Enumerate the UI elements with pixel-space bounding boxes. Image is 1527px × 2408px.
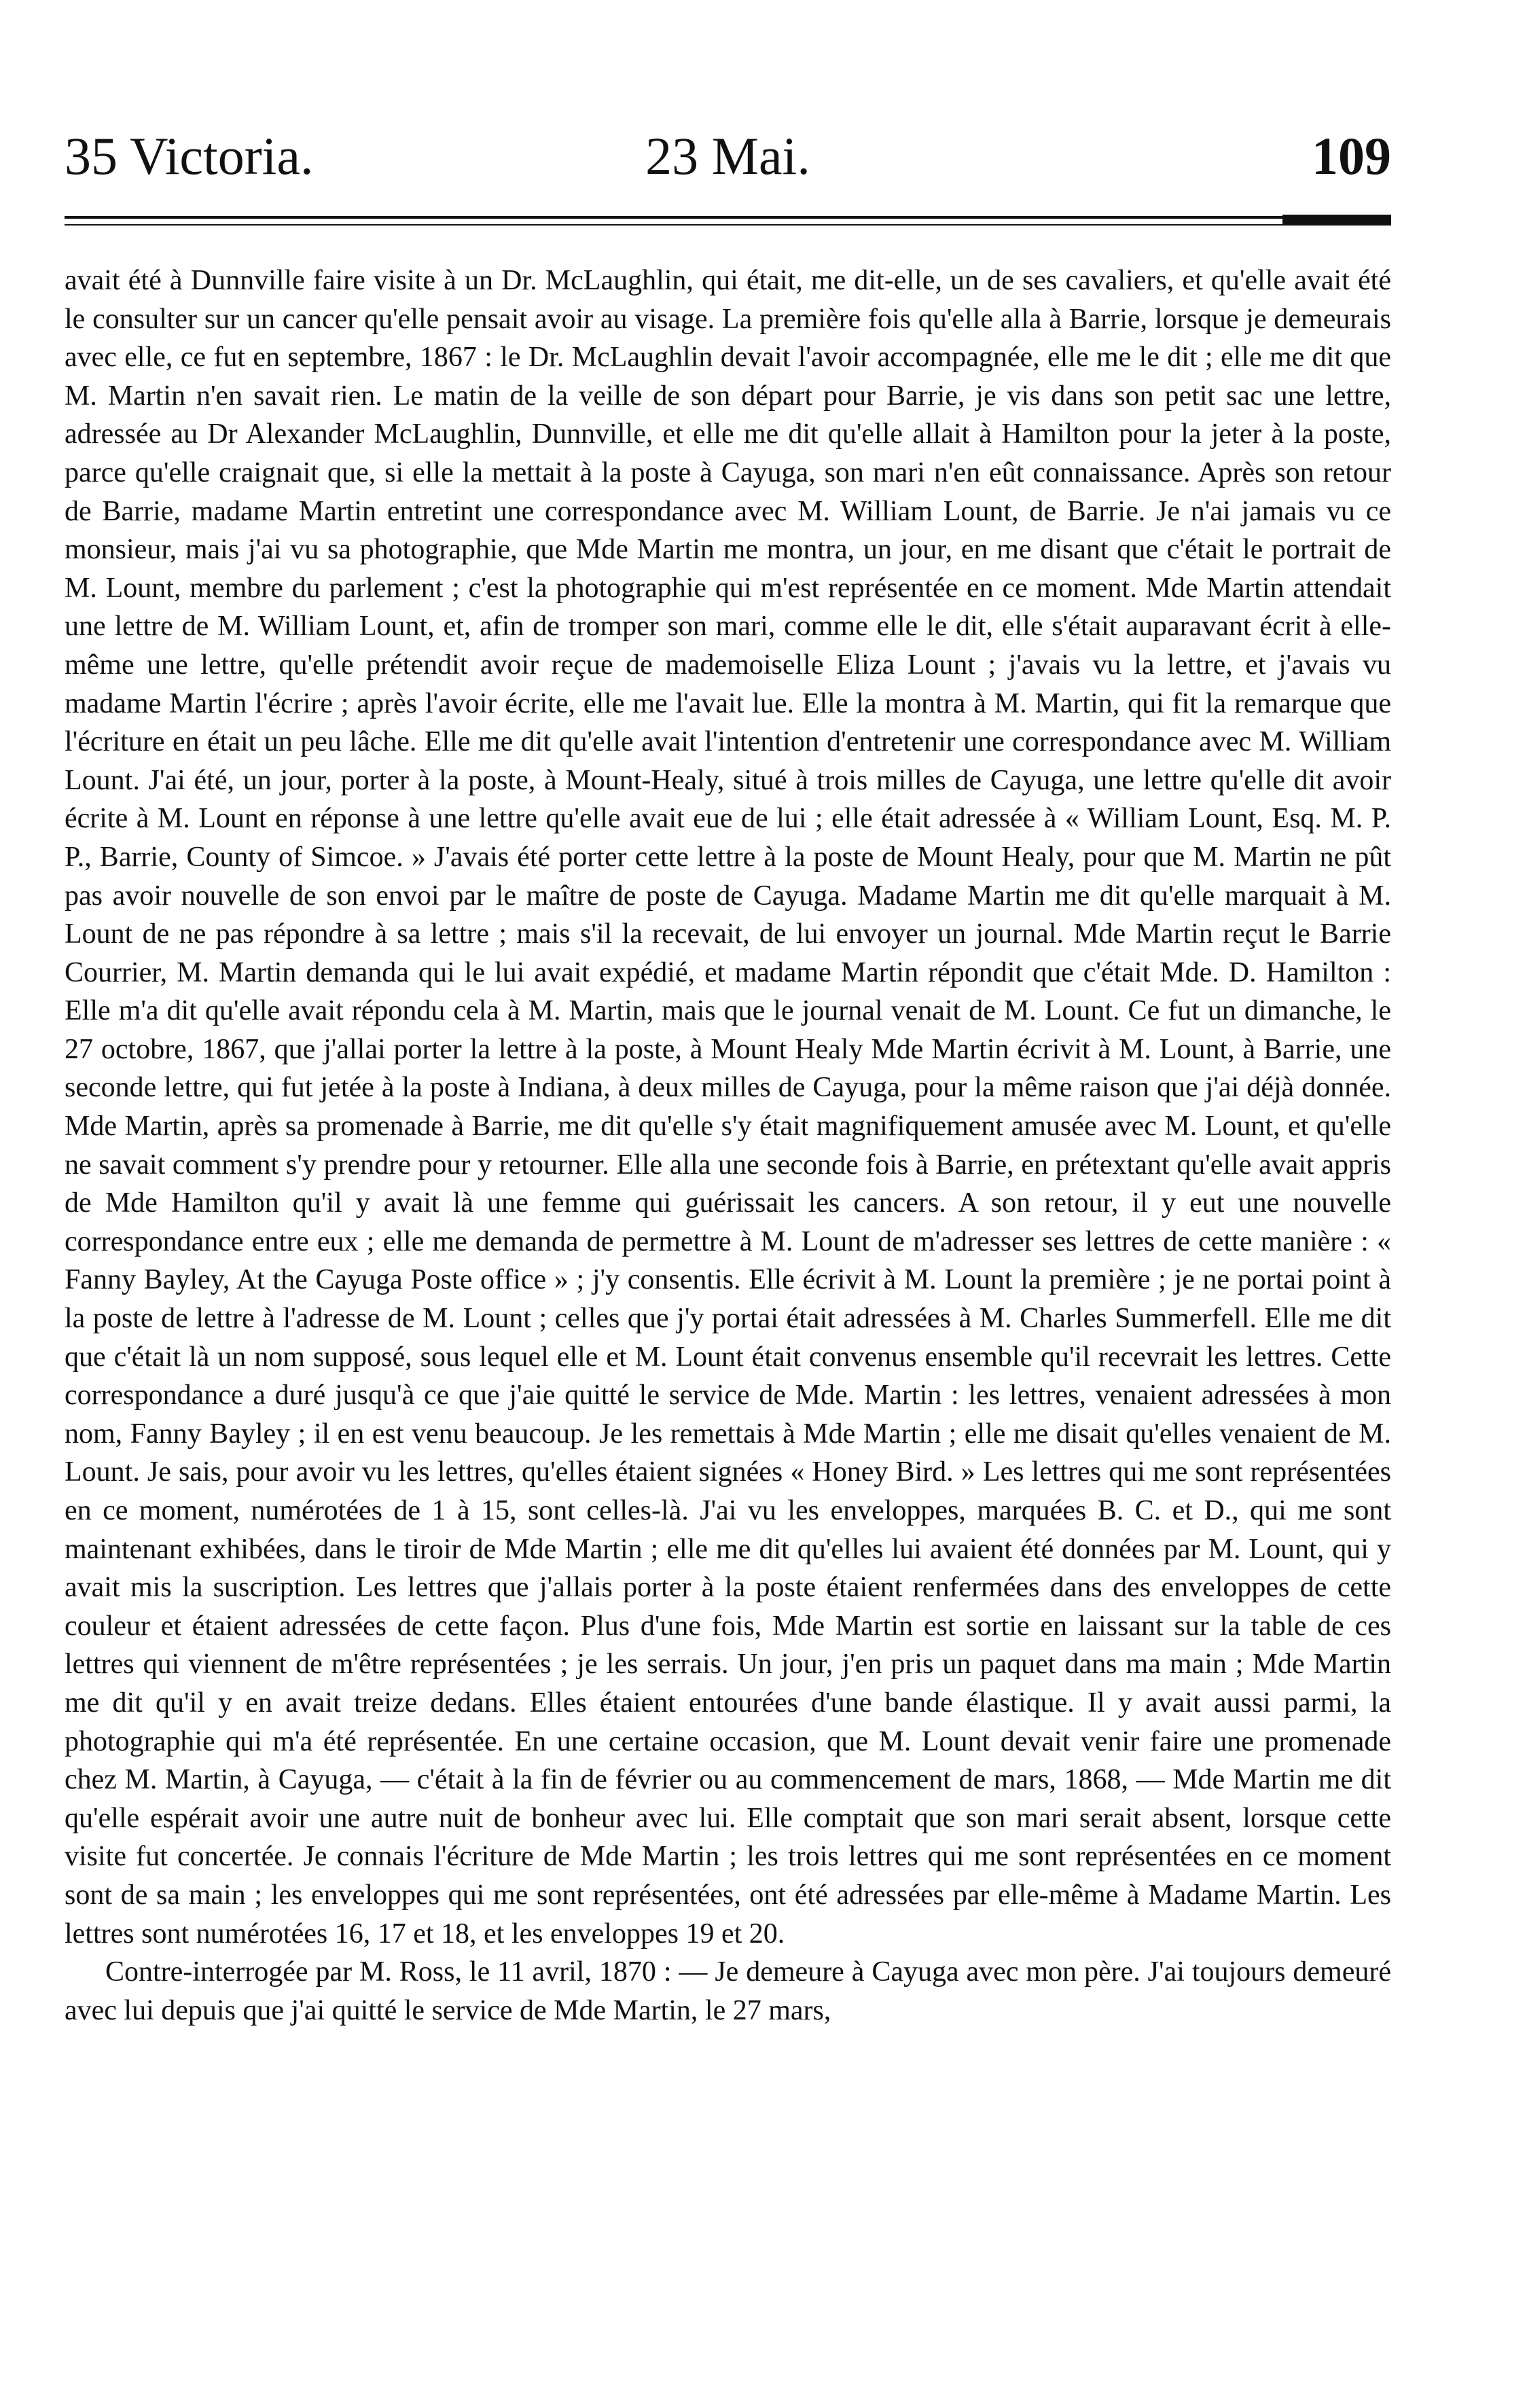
header-rule-thin — [65, 224, 1391, 226]
header-rule — [65, 216, 1391, 219]
paragraph-testimony: avait été à Dunnville faire visite à un Dr. McLaughlin, qui était, me dit-elle, un de ses cavaliers, et qu'elle avait été le consulter sur un cancer qu'elle pensait avoir au visage. La première fois qu'elle alla à Barrie, lorsque je demeurais avec elle, ce fut en septembre, 1867 : le Dr. McLaughlin devait l'avoir accompagnée, elle me le dit ; elle me dit que M. Martin n'en savait rien. Le matin de la veille de son départ pour Barrie, je vis dans son petit sac une lettre, adressée au Dr Alexander McLaughlin, Dunnville, et elle me dit qu'elle allait à Hamilton pour la jeter à la poste, parce qu'elle craignait que, si elle la mettait à la poste à Cayuga, son mari n'en eût connaissance. Après son retour de Barrie, madame Martin entretint une correspondance avec M. William Lount, de Barrie. Je n'ai jamais vu ce monsieur, mais j'ai vu sa photographie, que Mde Martin me montra, un jour, en me disant que c'était le portrait de M. Lount, membre du parlement ; c'est la photographie qui m'est représentée en ce moment. Mde Martin attendait une lettre de M. William Lount, et, afin de tromper son mari, comme elle le dit, elle s'était auparavant écrit à elle-même une lettre, qu'elle prétendit avoir reçue de mademoiselle Eliza Lount ; j'avais vu la lettre, et j'avais vu madame Martin l'écrire ; après l'avoir écrite, elle me l'avait lue. Elle la montra à M. Martin, qui fit la remarque que l'écriture en était un peu lâche. Elle me dit qu'elle avait l'intention d'entretenir une correspondance avec M. William Lount. J'ai été, un jour, porter à la poste, à Mount-Healy, situé à trois milles de Cayuga, une lettre qu'elle dit avoir écrite à M. Lount en réponse à une lettre qu'elle avait eue de lui ; elle était adressée à « William Lount, Esq. M. P. P., Barrie, County of Simcoe. » J'avais été porter cette lettre à la poste de Mount Healy, pour que M. Martin ne pût pas avoir nouvelle de son envoi par le maître de poste de Cayuga. Madame Martin me dit qu'elle marquait à M. Lount de ne pas répondre à sa lettre ; mais s'il la recevait, de lui envoyer un journal. Mde Martin reçut le Barrie Courrier, M. Martin demanda qui le lui avait expédié, et madame Martin répondit que c'était Mde. D. Hamilton : Elle m'a dit qu'elle avait répondu cela à M. Martin, mais que le journal venait de M. Lount. Ce fut un dimanche, le 27 octobre, 1867, que j'allai porter la lettre à la poste, à Mount Healy Mde Martin écrivit à M. Lount, à Barrie, une seconde lettre, qui fut jetée à la poste à Indiana, à deux milles de Cayuga, pour la même raison que j'ai déjà donnée. Mde Martin, après sa promenade à Barrie, me dit qu'elle s'y était magnifiquement amusée avec M. Lount, et qu'elle ne savait comment s'y prendre pour y retourner. Elle alla une seconde fois à Barrie, en prétextant qu'elle avait appris de Mde Hamilton qu'il y avait là une femme qui guérissait les cancers. A son retour, il y eut une nouvelle correspondance entre eux ; elle me demanda de permettre à M. Lount de m'adresser ses lettres de cette manière : « Fanny Bayley, At the Cayuga Poste office » ; j'y consentis. Elle écrivit à M. Lount la première ; je ne portai point à la poste de lettre à l'adresse de M. Lount ; celles que j'y portai était adressées à M. Charles Summerfell. Elle me dit que c'était là un nom supposé, sous lequel elle et M. Lount était convenus ensemble qu'il recevrait les lettres. Cette correspondance a duré jusqu'à ce que j'aie quitté le service de Mde. Martin : les lettres, venaient adressées à mon nom, Fanny Bayley ; il en est venu beaucoup. Je les remettais à Mde Martin ; elle me disait qu'elles venaient de M. Lount. Je sais, pour avoir vu les lettres, qu'elles étaient signées « Honey Bird. » Les lettres qui me sont représentées en ce moment, numérotées de 1 à 15, sont celles-là. J'ai vu les enveloppes, marquées B. C. et D., qui me sont maintenant exhibées, dans le tiroir de Mde Martin ; elle me dit qu'elles lui avaient été données par M. Lount, qui y avait mis la suscription. Les lettres que j'allais porter à la poste étaient renfermées dans des enveloppes de cette couleur et étaient adressées de cette façon. Plus d'une fois, Mde Martin est sortie en laissant sur la table de ces lettres qui viennent de m'être représentées ; je les serrais. Un jour, j'en pris un paquet dans ma main ; Mde Martin me dit qu'il y en avait treize dedans. Elles étaient entourées d'une bande élastique. Il y avait aussi parmi, la photographie qui m'a été représentée. En une certaine occasion, que M. Lount devait venir faire une promenade chez M. Martin, à Cayuga, — c'était à la fin de février ou au commencement de mars, 1868, — Mde Martin me dit qu'elle espérait avoir une autre nuit de bonheur avec lui. Elle comptait que son mari serait absent, lorsque cette visite fut concertée. Je connais l'écriture de Mde Martin ; les trois lettres qui me sont représentées en ce moment sont de sa main ; les enveloppes qui me sont représentées, ont été adressées par elle-même à Madame Martin. Les lettres sont numérotées 16, 17 et 18, et les enveloppes 19 et 20. — [65, 265, 1391, 1949]
header-date: 23 Mai. — [645, 126, 810, 185]
running-header — [65, 115, 1391, 197]
rule-mark — [1282, 215, 1391, 224]
paragraph-cross-examination: Contre-interrogée par M. Ross, le 11 avril, 1870 : — Je demeure à Cayuga avec mon père. J'ai toujours demeuré avec lui depuis que j'ai quitté le service de Mde Martin, le 27 mars, — [65, 1956, 1391, 2026]
body-text — [65, 262, 1391, 2030]
page-number: 109 — [1312, 126, 1391, 185]
header-left: 35 Victoria. — [65, 126, 314, 185]
